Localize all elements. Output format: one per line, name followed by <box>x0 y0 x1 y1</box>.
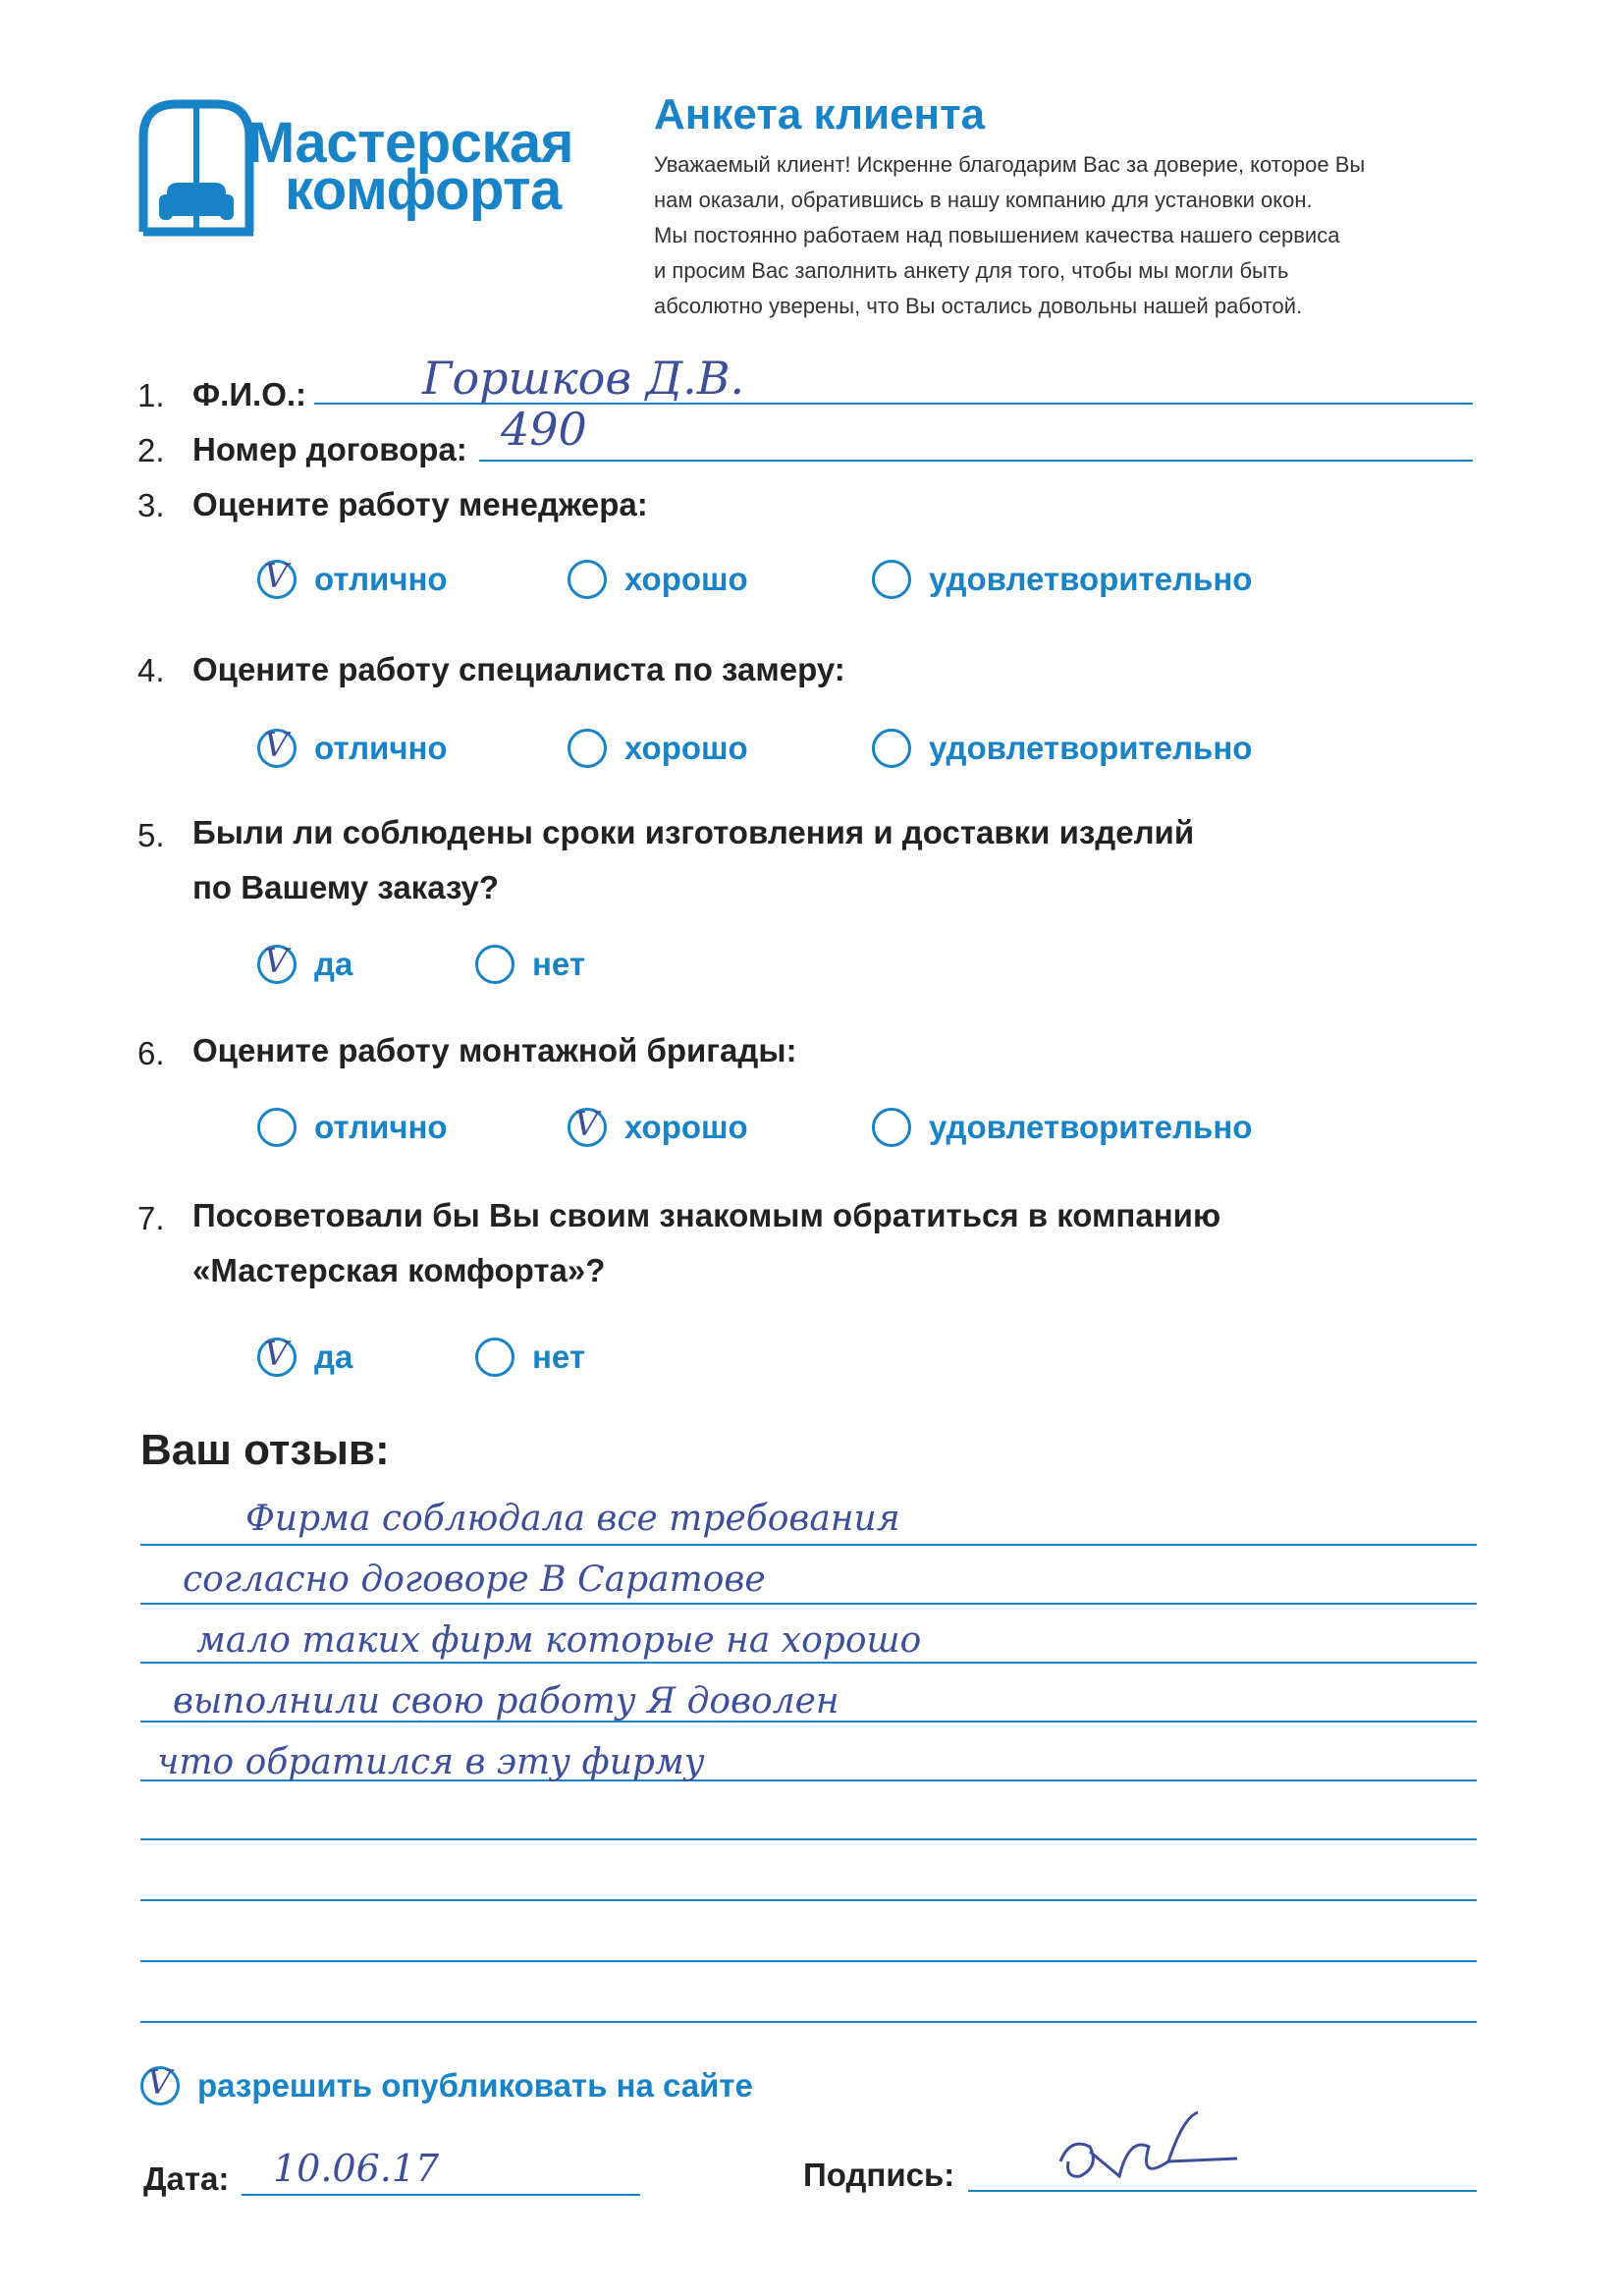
check-mark-icon: V <box>264 942 289 981</box>
review-text-line: согласно договоре В Саратове <box>183 1559 766 1600</box>
q5-label-line1: Были ли соблюдены сроки изготовления и доставки изделий <box>192 814 1195 850</box>
q3-label: Оцените работу менеджера: <box>192 486 648 522</box>
contract-number-value: 490 <box>501 403 587 456</box>
q6-option-good[interactable] <box>568 1105 748 1147</box>
radio-icon[interactable] <box>257 1108 297 1147</box>
radio-icon[interactable] <box>475 945 514 984</box>
review-line <box>140 1544 1477 1546</box>
logo-text-line1: Мастерская <box>247 111 574 175</box>
q5-number: 5. <box>137 817 165 853</box>
option-label: хорошо <box>624 730 748 766</box>
option-label: да <box>314 946 353 982</box>
radio-icon[interactable] <box>568 560 607 599</box>
review-text-line: Фирма соблюдала все требования <box>245 1499 900 1539</box>
intro-line: абсолютно уверены, что Вы остались довольны нашей работой. <box>654 294 1303 318</box>
q6-number: 6. <box>137 1035 165 1071</box>
contract-number-field[interactable] <box>479 458 1473 462</box>
q5-option-no[interactable] <box>475 945 585 984</box>
date-label: Дата: <box>143 2160 230 2197</box>
q7-option-no[interactable] <box>475 1338 585 1377</box>
intro-line: нам оказали, обратившись в нашу компанию для установки окон. <box>654 188 1313 212</box>
q1-number: 1. <box>137 377 165 413</box>
review-text-line: что обратился в эту фирму <box>157 1742 705 1782</box>
radio-icon[interactable] <box>257 726 297 768</box>
option-label: отлично <box>314 1109 448 1145</box>
radio-icon[interactable] <box>872 729 911 768</box>
q2-number: 2. <box>137 432 165 468</box>
date-value: 10.06.17 <box>273 2147 440 2190</box>
intro-line: Уважаемый клиент! Искренне благодарим Вас за доверие, которое Вы <box>654 152 1366 177</box>
radio-icon[interactable] <box>568 1105 607 1147</box>
logo-text-line2: комфорта <box>285 158 562 222</box>
option-label: удовлетворительно <box>929 730 1253 766</box>
signature-image <box>1051 2107 1247 2196</box>
option-label: отлично <box>314 561 448 597</box>
q4-number: 4. <box>137 652 165 688</box>
q7-label-line2: «Мастерская комфорта»? <box>192 1252 606 1288</box>
option-label: нет <box>532 1339 586 1375</box>
q4-option-satisfactory[interactable] <box>872 729 1252 768</box>
q4-option-good[interactable] <box>568 729 748 768</box>
q3-number: 3. <box>137 487 165 523</box>
review-line <box>140 1603 1477 1605</box>
signature-label: Подпись: <box>803 2157 955 2193</box>
review-line <box>140 1899 1477 1901</box>
radio-icon[interactable] <box>872 560 911 599</box>
option-label: отлично <box>314 730 448 766</box>
option-label: удовлетворительно <box>929 1109 1253 1145</box>
option-label: да <box>314 1339 353 1375</box>
q7-option-yes[interactable] <box>257 1335 353 1377</box>
publish-permission-label: разрешить опубликовать на сайте <box>197 2067 753 2104</box>
radio-icon[interactable] <box>257 557 297 599</box>
radio-icon[interactable] <box>568 729 607 768</box>
option-label: хорошо <box>624 561 748 597</box>
form-title: Анкета клиента <box>654 90 986 138</box>
intro-line: Мы постоянно работаем над повышением качества нашего сервиса <box>654 223 1340 247</box>
review-text-line: выполнили свою работу Я доволен <box>173 1681 839 1722</box>
radio-icon[interactable] <box>257 942 297 984</box>
radio-icon[interactable] <box>140 2063 180 2105</box>
radio-icon[interactable] <box>257 1335 297 1377</box>
check-mark-icon: V <box>264 1335 289 1374</box>
q5-option-yes[interactable] <box>257 942 353 984</box>
q4-option-excellent[interactable] <box>257 726 448 768</box>
review-title: Ваш отзыв: <box>140 1426 390 1474</box>
q3-option-satisfactory[interactable] <box>872 560 1252 599</box>
q6-option-satisfactory[interactable] <box>872 1108 1252 1147</box>
check-mark-icon: V <box>147 2063 172 2103</box>
q4-label: Оцените работу специалиста по замеру: <box>192 651 845 687</box>
window-sofa-logo-icon <box>137 98 255 238</box>
fio-value: Горшков Д.В. <box>422 352 745 405</box>
q1-label: Ф.И.О.: <box>192 376 307 412</box>
intro-text <box>654 147 1508 324</box>
review-line <box>140 2021 1477 2023</box>
option-label: нет <box>532 946 586 982</box>
review-line <box>140 1960 1477 1962</box>
q6-label: Оцените работу монтажной бригады: <box>192 1032 797 1068</box>
q5-label-line2: по Вашему заказу? <box>192 869 500 905</box>
review-line <box>140 1838 1477 1840</box>
radio-icon[interactable] <box>872 1108 911 1147</box>
review-text-line: мало таких фирм которые на хорошо <box>196 1620 922 1661</box>
q6-option-excellent[interactable] <box>257 1108 448 1147</box>
publish-permission-checkbox[interactable] <box>140 2063 753 2105</box>
option-label: удовлетворительно <box>929 561 1253 597</box>
intro-line: и просим Вас заполнить анкету для того, чтобы мы могли быть <box>654 258 1289 283</box>
q7-number: 7. <box>137 1200 165 1236</box>
logo <box>137 98 574 246</box>
radio-icon[interactable] <box>475 1338 514 1377</box>
q3-option-good[interactable] <box>568 560 748 599</box>
option-label: хорошо <box>624 1109 748 1145</box>
q2-label: Номер договора: <box>192 431 467 467</box>
check-mark-icon: V <box>574 1105 599 1144</box>
check-mark-icon: V <box>264 557 289 596</box>
q3-option-excellent[interactable] <box>257 557 448 599</box>
check-mark-icon: V <box>264 726 289 765</box>
q7-label-line1: Посоветовали бы Вы своим знакомым обратиться в компанию <box>192 1197 1221 1233</box>
date-field[interactable] <box>242 2192 640 2196</box>
review-line <box>140 1662 1477 1664</box>
